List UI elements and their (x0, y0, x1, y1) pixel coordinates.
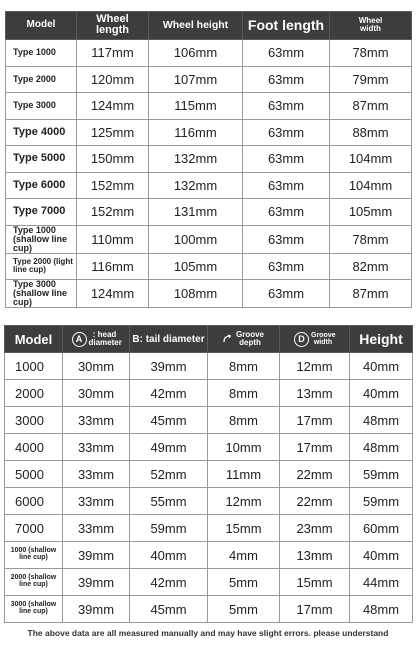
foot-cell: 63mm (243, 253, 330, 280)
model-cell: 2000 (shallow line cup) (5, 569, 63, 596)
header-depth-wrap (222, 331, 265, 347)
header-width-text: Groove width (311, 332, 336, 346)
height-cell: 48mm (350, 407, 413, 434)
wheel-table-header-row (6, 12, 412, 40)
depth-cell: 11mm (208, 461, 280, 488)
width-cell: 87mm (330, 93, 412, 120)
table-row (5, 434, 413, 461)
header-wheel-length-text: Wheel length (96, 13, 129, 37)
model-cell: Type 4000 (6, 119, 77, 146)
foot-cell: 63mm (243, 93, 330, 120)
table-row (6, 172, 412, 199)
width-cell: 104mm (330, 172, 412, 199)
depth-cell: 8mm (208, 407, 280, 434)
depth-cell: 4mm (208, 542, 280, 569)
tail-cell: 55mm (130, 488, 208, 515)
width-cell: 79mm (330, 66, 412, 93)
groove-dimensions-table (4, 325, 413, 623)
model-cell: 1000 (5, 353, 63, 380)
foot-cell: 63mm (243, 199, 330, 226)
model-cell: Type 1000 (shallow line cup) (6, 225, 77, 253)
model-cell: 3000 (shallow line cup) (5, 596, 63, 623)
groove-width-cell: 13mm (280, 380, 350, 407)
height-cell: 100mm (149, 225, 243, 253)
height-cell: 106mm (149, 40, 243, 67)
model-cell: 6000 (5, 488, 63, 515)
length-cell: 120mm (77, 66, 149, 93)
table-row (6, 199, 412, 226)
model-cell: Type 1000 (6, 40, 77, 67)
header-groove-width (280, 326, 350, 353)
width-cell: 82mm (330, 253, 412, 280)
circle-d-icon: D (294, 332, 309, 347)
depth-cell: 5mm (208, 569, 280, 596)
header-wheel-width (330, 12, 412, 40)
groove-width-cell: 22mm (280, 488, 350, 515)
depth-cell: 12mm (208, 488, 280, 515)
tail-cell: 39mm (130, 353, 208, 380)
table-row (5, 353, 413, 380)
height-cell: 132mm (149, 172, 243, 199)
head-cell: 39mm (63, 596, 130, 623)
depth-arc-icon (222, 334, 232, 344)
height-cell: 59mm (350, 488, 413, 515)
tail-cell: 49mm (130, 434, 208, 461)
model-cell: 7000 (5, 515, 63, 542)
tail-cell: 42mm (130, 380, 208, 407)
tail-cell: 59mm (130, 515, 208, 542)
model-cell: Type 3000 (6, 93, 77, 120)
width-cell: 88mm (330, 119, 412, 146)
header-model: Model (5, 326, 63, 353)
width-cell: 78mm (330, 40, 412, 67)
table-row (5, 569, 413, 596)
height-cell: 108mm (149, 280, 243, 308)
length-cell: 124mm (77, 93, 149, 120)
groove-width-cell: 17mm (280, 434, 350, 461)
head-cell: 30mm (63, 353, 130, 380)
model-cell: 5000 (5, 461, 63, 488)
length-cell: 124mm (77, 280, 149, 308)
tail-cell: 40mm (130, 542, 208, 569)
length-cell: 117mm (77, 40, 149, 67)
model-cell: Type 6000 (6, 172, 77, 199)
depth-cell: 15mm (208, 515, 280, 542)
tail-cell: 42mm (130, 569, 208, 596)
model-cell: 2000 (5, 380, 63, 407)
tail-cell: 52mm (130, 461, 208, 488)
height-cell: 40mm (350, 353, 413, 380)
head-cell: 33mm (63, 407, 130, 434)
table-row (5, 596, 413, 623)
depth-cell: 8mm (208, 353, 280, 380)
head-cell: 39mm (63, 569, 130, 596)
header-groove-depth (208, 326, 280, 353)
header-head-diameter (63, 326, 130, 353)
table-row (5, 515, 413, 542)
head-cell: 33mm (63, 488, 130, 515)
table-row (5, 542, 413, 569)
head-cell: 33mm (63, 515, 130, 542)
foot-cell: 63mm (243, 172, 330, 199)
depth-cell: 5mm (208, 596, 280, 623)
depth-cell: 8mm (208, 380, 280, 407)
height-cell: 107mm (149, 66, 243, 93)
model-cell: 3000 (5, 407, 63, 434)
height-cell: 131mm (149, 199, 243, 226)
length-cell: 152mm (77, 172, 149, 199)
groove-width-cell: 23mm (280, 515, 350, 542)
table-row (6, 40, 412, 67)
header-height: Height (350, 326, 413, 353)
header-tail-diameter: B: tail diameter (130, 326, 208, 353)
length-cell: 150mm (77, 146, 149, 173)
height-cell: 116mm (149, 119, 243, 146)
table-row (5, 380, 413, 407)
length-cell: 125mm (77, 119, 149, 146)
header-width-wrap (294, 332, 335, 347)
height-cell: 105mm (149, 253, 243, 280)
header-wheel-length (77, 12, 149, 40)
model-cell: Type 2000 (light line cup) (6, 253, 77, 280)
foot-cell: 63mm (243, 40, 330, 67)
height-cell: 60mm (350, 515, 413, 542)
head-cell: 39mm (63, 542, 130, 569)
width-cell: 104mm (330, 146, 412, 173)
foot-cell: 63mm (243, 119, 330, 146)
head-cell: 33mm (63, 434, 130, 461)
header-foot-length: Foot length (243, 12, 330, 40)
table-row (6, 93, 412, 120)
table-row (5, 461, 413, 488)
header-model: Model (6, 12, 77, 40)
tail-cell: 45mm (130, 407, 208, 434)
groove-width-cell: 15mm (280, 569, 350, 596)
header-head-wrap (72, 331, 121, 347)
width-cell: 78mm (330, 225, 412, 253)
model-cell: Type 5000 (6, 146, 77, 173)
table-row (6, 253, 412, 280)
table-row (6, 146, 412, 173)
groove-width-cell: 12mm (280, 353, 350, 380)
foot-cell: 63mm (243, 280, 330, 308)
table-row (6, 225, 412, 253)
table-row (5, 407, 413, 434)
groove-width-cell: 17mm (280, 407, 350, 434)
header-depth-text: Groove depth (235, 330, 264, 347)
height-cell: 48mm (350, 596, 413, 623)
width-cell: 105mm (330, 199, 412, 226)
groove-width-cell: 22mm (280, 461, 350, 488)
length-cell: 116mm (77, 253, 149, 280)
table-row (6, 119, 412, 146)
length-cell: 152mm (77, 199, 149, 226)
header-wheel-height: Wheel height (149, 12, 243, 40)
height-cell: 48mm (350, 434, 413, 461)
head-cell: 33mm (63, 461, 130, 488)
height-cell: 40mm (350, 380, 413, 407)
depth-cell: 10mm (208, 434, 280, 461)
table-row (5, 488, 413, 515)
tail-cell: 45mm (130, 596, 208, 623)
height-cell: 132mm (149, 146, 243, 173)
foot-cell: 63mm (243, 66, 330, 93)
height-cell: 115mm (149, 93, 243, 120)
height-cell: 44mm (350, 569, 413, 596)
head-cell: 30mm (63, 380, 130, 407)
table-row (6, 66, 412, 93)
groove-width-cell: 13mm (280, 542, 350, 569)
header-wheel-width-text: Wheel width (358, 16, 383, 34)
length-cell: 110mm (77, 225, 149, 253)
header-head-text: : head diameter (88, 330, 122, 347)
disclaimer-footnote: The above data are all measured manually and may have slight errors. please understand (27, 628, 389, 638)
model-cell: Type 7000 (6, 199, 77, 226)
groove-width-cell: 17mm (280, 596, 350, 623)
model-cell: Type 2000 (6, 66, 77, 93)
height-cell: 40mm (350, 542, 413, 569)
foot-cell: 63mm (243, 146, 330, 173)
foot-cell: 63mm (243, 225, 330, 253)
model-cell: 1000 (shallow line cup) (5, 542, 63, 569)
circle-a-icon: A (72, 332, 87, 347)
model-cell: Type 3000 (shallow line cup) (6, 280, 77, 308)
table-row (6, 280, 412, 308)
width-cell: 87mm (330, 280, 412, 308)
groove-table-header-row (5, 326, 413, 353)
model-cell: 4000 (5, 434, 63, 461)
wheel-dimensions-table (5, 11, 412, 308)
height-cell: 59mm (350, 461, 413, 488)
